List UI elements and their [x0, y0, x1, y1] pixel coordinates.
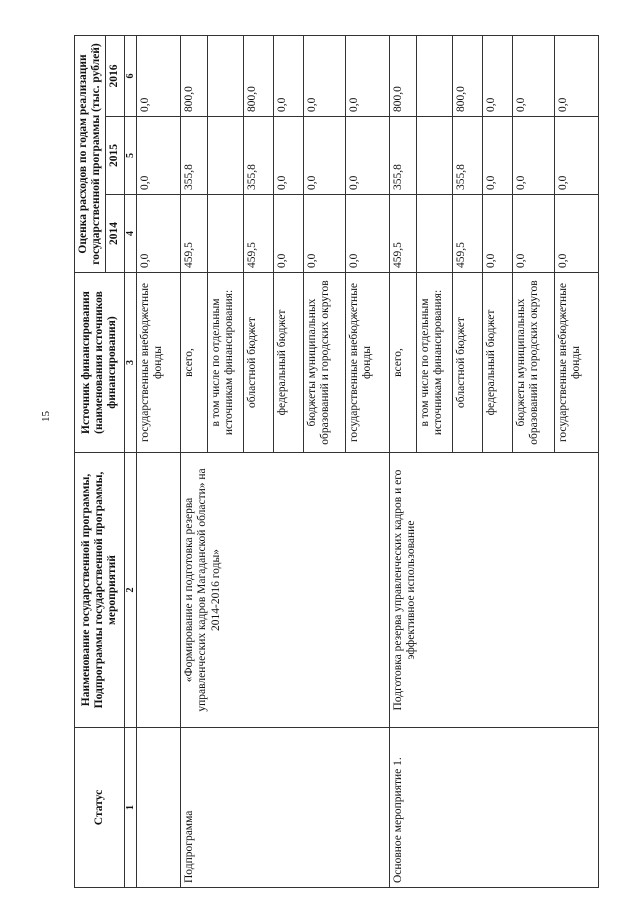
- status-cell: Основное мероприятие 1.: [390, 728, 599, 888]
- source-cell: государственные внебюджетные фонды: [137, 273, 181, 453]
- value-cell: 459,5: [390, 195, 417, 273]
- name-cell: «Формирование и подготовка резерва управленческих кадров Магаданской области» на 2014-2016 годы»: [181, 453, 390, 728]
- value-cell: 800,0: [181, 35, 208, 116]
- source-cell: в том числе по отдельным источникам финансирования:: [417, 273, 453, 453]
- document-sheet: [74, 0, 640, 905]
- page-number: 15: [40, 411, 52, 422]
- rotated-table-wrapper: [74, 18, 640, 888]
- header-year: 2015: [106, 117, 124, 195]
- value-cell: 355,8: [390, 117, 417, 195]
- value-cell: 0,0: [483, 117, 513, 195]
- value-cell: 0,0: [483, 195, 513, 273]
- value-cell: 800,0: [390, 35, 417, 116]
- value-cell: [417, 195, 453, 273]
- value-cell: 0,0: [513, 195, 555, 273]
- value-cell: 355,8: [181, 117, 208, 195]
- value-cell: 0,0: [137, 195, 181, 273]
- value-cell: 0,0: [346, 117, 390, 195]
- value-cell: [417, 35, 453, 116]
- value-cell: 0,0: [555, 195, 599, 273]
- header-row: [75, 35, 106, 887]
- value-cell: 0,0: [304, 35, 346, 116]
- status-cell: Подпрограмма: [181, 728, 390, 888]
- value-cell: 0,0: [274, 195, 304, 273]
- value-cell: 459,5: [181, 195, 208, 273]
- value-cell: 0,0: [513, 117, 555, 195]
- index-row: [124, 35, 137, 887]
- index-cell: 1: [124, 728, 137, 888]
- source-cell: областной бюджет: [244, 273, 274, 453]
- header-name: Наименование государственной программы, Подпрограммы государственной программы, мероприятий: [75, 453, 125, 728]
- table-row: [181, 35, 208, 887]
- value-cell: 0,0: [513, 35, 555, 116]
- value-cell: 0,0: [137, 35, 181, 116]
- source-cell: областной бюджет: [453, 273, 483, 453]
- status-cell: [137, 728, 181, 888]
- index-cell: 3: [124, 273, 137, 453]
- budget-table: [74, 35, 599, 888]
- value-cell: 0,0: [137, 117, 181, 195]
- header-status: Статус: [75, 728, 125, 888]
- value-cell: 0,0: [555, 117, 599, 195]
- value-cell: 0,0: [346, 195, 390, 273]
- value-cell: 355,8: [453, 117, 483, 195]
- value-cell: 0,0: [304, 117, 346, 195]
- index-cell: 5: [124, 117, 137, 195]
- value-cell: [208, 195, 244, 273]
- value-cell: [417, 117, 453, 195]
- value-cell: 800,0: [453, 35, 483, 116]
- name-cell: [137, 453, 181, 728]
- value-cell: 459,5: [244, 195, 274, 273]
- source-cell: федеральный бюджет: [274, 273, 304, 453]
- source-cell: бюджеты муниципальных образований и городских округов: [513, 273, 555, 453]
- value-cell: 355,8: [244, 117, 274, 195]
- source-cell: всего,: [181, 273, 208, 453]
- source-cell: бюджеты муниципальных образований и городских округов: [304, 273, 346, 453]
- value-cell: 0,0: [346, 35, 390, 116]
- header-year: 2014: [106, 195, 124, 273]
- source-cell: государственные внебюджетные фонды: [555, 273, 599, 453]
- name-cell: Подготовка резерва управленческих кадров и его эффективное использование: [390, 453, 599, 728]
- value-cell: 0,0: [304, 195, 346, 273]
- index-cell: 6: [124, 35, 137, 116]
- value-cell: 459,5: [453, 195, 483, 273]
- table-row: [390, 35, 417, 887]
- table-row: [137, 35, 181, 887]
- index-cell: 2: [124, 453, 137, 728]
- value-cell: [208, 117, 244, 195]
- value-cell: 0,0: [555, 35, 599, 116]
- source-cell: в том числе по отдельным источникам финансирования:: [208, 273, 244, 453]
- value-cell: [208, 35, 244, 116]
- source-cell: государственные внебюджетные фонды: [346, 273, 390, 453]
- index-cell: 4: [124, 195, 137, 273]
- value-cell: 0,0: [274, 35, 304, 116]
- header-estimate: Оценка расходов по годам реализации государственной программы (тыс. рублей): [75, 35, 106, 272]
- source-cell: всего,: [390, 273, 417, 453]
- table-body: [137, 35, 599, 887]
- header-source: Источник финансирования (наименования источников финансирования): [75, 273, 125, 453]
- header-year: 2016: [106, 35, 124, 116]
- value-cell: 0,0: [274, 117, 304, 195]
- value-cell: 0,0: [483, 35, 513, 116]
- value-cell: 800,0: [244, 35, 274, 116]
- source-cell: федеральный бюджет: [483, 273, 513, 453]
